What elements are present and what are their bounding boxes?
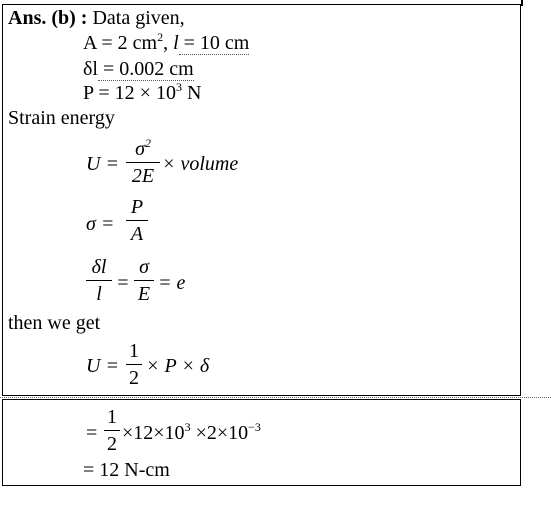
strain-energy-heading: Strain energy <box>8 107 115 129</box>
data-given-text: Data given, <box>92 7 185 29</box>
then-we-get-text: then we get <box>8 312 101 334</box>
page-break-line <box>0 397 551 398</box>
page-corner-mark <box>521 0 523 6</box>
eq-calc-fraction: 1 2 <box>104 406 120 455</box>
eq-sigma-fraction: P A <box>126 196 148 245</box>
eq-u2-fraction: 1 2 <box>126 340 142 389</box>
eq-u-lhs: U = <box>86 153 119 175</box>
given-area: A = 2 $cm^2$, l = 10 cm <box>83 30 250 54</box>
eq-ratio-fraction-2: σ E <box>134 256 154 305</box>
answer-header <box>8 7 185 29</box>
result-text: = 12 N-cm <box>83 459 170 481</box>
eq-u2-rhs: × P × δ <box>146 355 210 377</box>
eq-calc-rhs: $\times 12\times 10^3 \times 2\times 10^{-3}$ <box>122 420 261 444</box>
eq-ratio-rhs: = e <box>158 272 186 294</box>
solution-box-bottom <box>2 399 521 486</box>
eq-u-rhs: × volume <box>162 153 239 175</box>
eq-sigma-lhs: σ = <box>86 213 115 235</box>
eq-calc-lhs: = <box>86 422 98 444</box>
eq-u-fraction: $\sigma^2$ 2E <box>126 138 160 187</box>
solution-box-top <box>2 4 521 396</box>
given-deflection: δl = 0.002 cm <box>83 58 194 80</box>
eq-u2-lhs: U = <box>86 355 119 377</box>
answer-label: Ans. (b) : <box>8 7 88 29</box>
given-load: $P = 12 \times 10^3$ N <box>83 80 202 104</box>
eq-ratio-fraction-1: δl l <box>86 256 112 305</box>
eq-ratio-equals: = <box>116 272 130 294</box>
